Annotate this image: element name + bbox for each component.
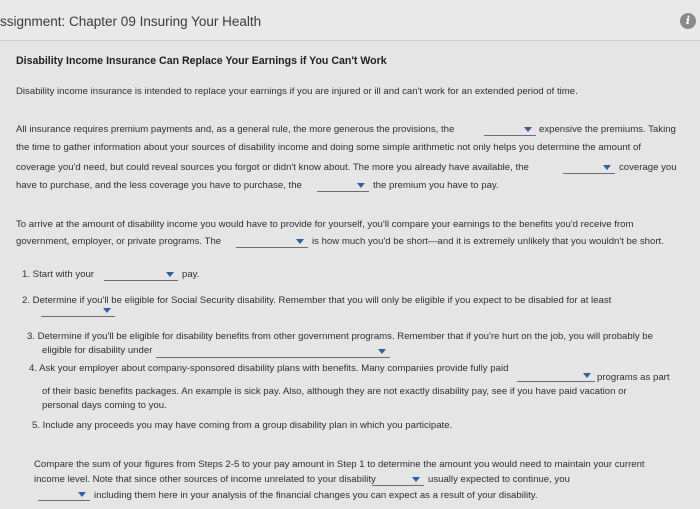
- step-4-end: programs as part: [597, 372, 670, 383]
- chevron-down-icon: [412, 477, 420, 482]
- premium-dropdown[interactable]: [317, 180, 369, 192]
- step-1-end: pay.: [182, 269, 200, 280]
- step-4: 4. Ask your employer about company-sponsored disability plans with benefits. Many companies provide fully paid: [29, 363, 509, 374]
- step-3-line2: eligible for disability under: [42, 345, 153, 356]
- p1-line2: the time to gather information about your sources of disability income and doing some simple arithmetic not only helps you determine the amount of: [16, 142, 641, 153]
- chevron-down-icon: [78, 492, 86, 497]
- p1-line1: All insurance requires premium payments and, as a general rule, the more generous the provisions, the: [16, 124, 455, 135]
- income-continue-dropdown[interactable]: [372, 474, 424, 486]
- info-icon[interactable]: i: [680, 13, 696, 29]
- p1-line1-end: expensive the premiums. Taking: [539, 124, 676, 135]
- p3-line2: income level. Note that since other sources of income unrelated to your disability: [34, 474, 376, 485]
- chevron-down-icon: [103, 308, 111, 313]
- pay-dropdown[interactable]: [104, 269, 178, 281]
- p1-line4: have to purchase, and the less coverage you have to purchase, the: [16, 180, 302, 191]
- step-1: 1. Start with your: [22, 269, 94, 280]
- chevron-down-icon: [357, 183, 365, 188]
- step-2: 2. Determine if you'll be eligible for Social Security disability. Remember that you will only be eligible if you expect to be disabled for at least: [22, 295, 612, 306]
- shortfall-dropdown[interactable]: [236, 236, 308, 248]
- chevron-down-icon: [296, 239, 304, 244]
- chevron-down-icon: [524, 127, 532, 132]
- chevron-down-icon: [603, 165, 611, 170]
- content-panel: [0, 41, 700, 509]
- p2-line1: To arrive at the amount of disability income you would have to provide for yourself, you'll compare your earnings to the benefits you'd receive from: [16, 219, 634, 230]
- chevron-down-icon: [378, 349, 386, 354]
- coverage-dropdown[interactable]: [563, 162, 615, 174]
- step-3: 3. Determine if you'll be eligible for disability benefits from other government programs. Remember that if you're hurt on the job, you will probably be: [27, 331, 653, 342]
- government-program-dropdown[interactable]: [156, 346, 390, 358]
- expensive-dropdown[interactable]: [484, 124, 536, 136]
- p3-line1: Compare the sum of your figures from Steps 2-5 to your pay amount in Step 1 to determine the amount you would need to maintain your current: [34, 459, 645, 470]
- p1-line3: coverage you'd need, but could reveal sources you forgot or didn't know about. The more you already have available, the: [16, 162, 529, 173]
- step-4-line3: personal days coming to you.: [42, 400, 167, 411]
- step-5: 5. Include any proceeds you may have coming from a group disability plan in which you participate.: [32, 420, 453, 431]
- p3-line3: including them here in your analysis of the financial changes you can expect as a result of your disability.: [94, 490, 538, 501]
- chevron-down-icon: [166, 272, 174, 277]
- p1-line3-end: coverage you: [619, 162, 677, 173]
- p2-line2: government, employer, or private programs. The: [16, 236, 222, 247]
- intro-text: Disability income insurance is intended to replace your earnings if you are injured or ill and can't work for an extended period of time.: [16, 86, 578, 97]
- assignment-title: ssignment: Chapter 09 Insuring Your Health: [0, 14, 262, 29]
- p3-line2-end: usually expected to continue, you: [428, 474, 570, 485]
- disability-duration-dropdown[interactable]: [41, 305, 115, 317]
- chevron-down-icon: [583, 373, 591, 378]
- step-4-line2: of their basic benefits packages. An example is sick pay. Also, although they are not exactly disability pay, see if you have paid vacation or: [42, 386, 627, 397]
- section-heading: Disability Income Insurance Can Replace Your Earnings if You Can't Work: [16, 55, 387, 67]
- employer-program-dropdown[interactable]: [517, 370, 595, 382]
- p1-line4-end: the premium you have to pay.: [373, 180, 499, 191]
- p2-line2-end: is how much you'd be short—and it is extremely unlikely that you wouldn't be short.: [312, 236, 664, 247]
- assignment-title-bar: [0, 0, 700, 41]
- inclusion-dropdown[interactable]: [38, 489, 90, 501]
